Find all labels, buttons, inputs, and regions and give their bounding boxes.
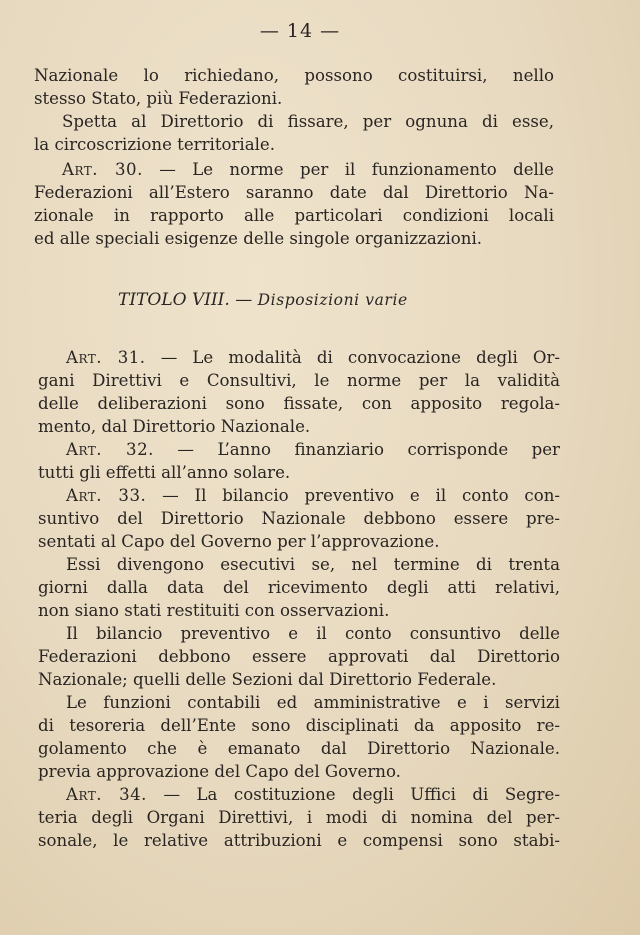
text-line: sonale, le relative attribuzioni e compensi sono stabi-	[38, 831, 560, 850]
text-line: tutti gli effetti all’anno solare.	[38, 463, 291, 482]
text-line: Spetta al Direttorio di fissare, per ognuna di esse,	[62, 112, 554, 131]
text-line: ed alle speciali esigenze delle singole organizzazioni.	[34, 229, 483, 248]
text-line: previa approvazione del Capo del Governo.	[38, 762, 401, 781]
page-number: — 14 —	[259, 20, 341, 42]
article-label: Art. 30.	[62, 160, 143, 179]
section-title	[118, 290, 478, 310]
continued-paragraph	[34, 64, 554, 156]
text-line: Federazioni debbono essere approvati dal Direttorio	[38, 647, 560, 666]
text-line: suntivo del Direttorio Nazionale debbono essere pre-	[38, 509, 560, 528]
article-label: Art. 34.	[66, 785, 147, 804]
title-main: TITOLO VIII.	[118, 290, 230, 310]
text-line: Le funzioni contabili ed amministrative e i servizi	[66, 693, 560, 712]
text-line: golamento che è emanato dal Direttorio Nazionale.	[38, 739, 560, 758]
article-first-line: Art. 34. — La costituzione degli Uffici di Segre-	[66, 785, 560, 804]
text-line: di tesoreria dell’Ente sono disciplinati da apposito re-	[38, 716, 560, 735]
title-subtitle: Disposizioni varie	[257, 291, 408, 309]
text-line: zionale in rapporto alle particolari condizioni locali	[34, 206, 554, 225]
text-line: Il bilancio preventivo e il conto consuntivo delle	[66, 624, 560, 643]
text-line: mento, dal Direttorio Nazionale.	[38, 417, 311, 436]
article-label: Art. 31.	[66, 348, 146, 367]
text-line: gani Direttivi e Consultivi, le norme per la validità	[38, 371, 560, 390]
article-label: Art. 32.	[66, 440, 154, 459]
text-line: stesso Stato, più Federazioni.	[34, 89, 283, 108]
article-30	[34, 158, 554, 250]
article-first-line: Art. 30. — Le norme per il funzionamento delle	[62, 160, 554, 179]
text-line: Federazioni all’Estero saranno date dal Direttorio Na-	[34, 183, 554, 202]
article-first-line: Art. 32. — L’anno finanziario corrisponde per	[66, 440, 560, 459]
text-line: Essi divengono esecutivi se, nel termine di trenta	[66, 555, 560, 574]
articles-31-34	[38, 346, 560, 852]
text-line: non siano stati restituiti con osservazioni.	[38, 601, 390, 620]
text-line: delle deliberazioni sono fissate, con apposito regola-	[38, 394, 560, 413]
article-first-line: Art. 33. — Il bilancio preventivo e il conto con-	[66, 486, 560, 505]
text-line: sentati al Capo del Governo per l’approvazione.	[38, 532, 440, 551]
article-label: Art. 33.	[66, 486, 147, 505]
text-line: la circoscrizione territoriale.	[34, 135, 276, 154]
text-line: teria degli Organi Direttivi, i modi di nomina del per-	[38, 808, 560, 827]
text-line: giorni dalla data del ricevimento degli atti relativi,	[38, 578, 560, 597]
title-dash: —	[229, 290, 258, 310]
text-line: Nazionale lo richiedano, possono costituirsi, nello	[34, 66, 554, 85]
text-line: Nazionale; quelli delle Sezioni dal Direttorio Federale.	[38, 670, 497, 689]
article-first-line: Art. 31. — Le modalità di convocazione degli Or-	[66, 348, 560, 367]
